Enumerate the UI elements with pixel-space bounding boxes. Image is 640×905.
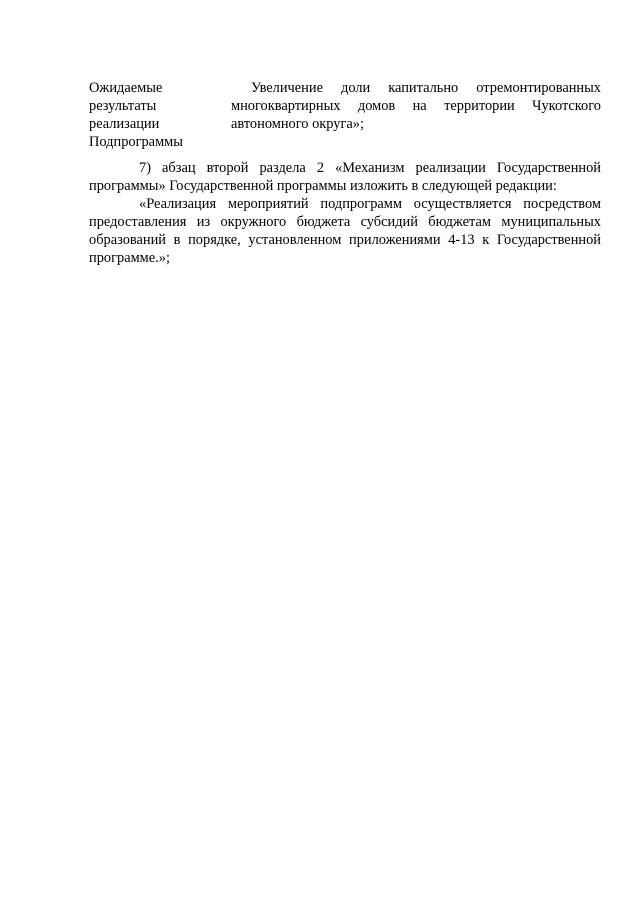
row-value-line-2: многоквартирных домов на территории Чукотского (231, 98, 601, 114)
row-label-line-3: реализации (89, 116, 160, 132)
quote-paragraph-line-1: «Реализация мероприятий подпрограмм осуществляется посредством (139, 196, 601, 212)
row-label-line-4: Подпрограммы (89, 134, 183, 150)
row-value-line-3: автономного округа»; (231, 116, 364, 132)
quote-paragraph-line-2: предоставления из окружного бюджета субсидий бюджетам муниципальных (89, 214, 601, 230)
row-label-line-2: результаты (89, 98, 157, 114)
quote-paragraph-line-3: образований в порядке, установленном приложениями 4-13 к Государственной (89, 232, 601, 248)
paragraph-7-line-1: 7) абзац второй раздела 2 «Механизм реализации Государственной (139, 160, 601, 176)
row-label-line-1: Ожидаемые (89, 80, 163, 96)
row-value-line-1: Увеличение доли капитально отремонтированных (251, 80, 601, 96)
paragraph-7-line-2: программы» Государственной программы изложить в следующей редакции: (89, 178, 557, 194)
quote-paragraph-line-4: программе.»; (89, 250, 170, 266)
